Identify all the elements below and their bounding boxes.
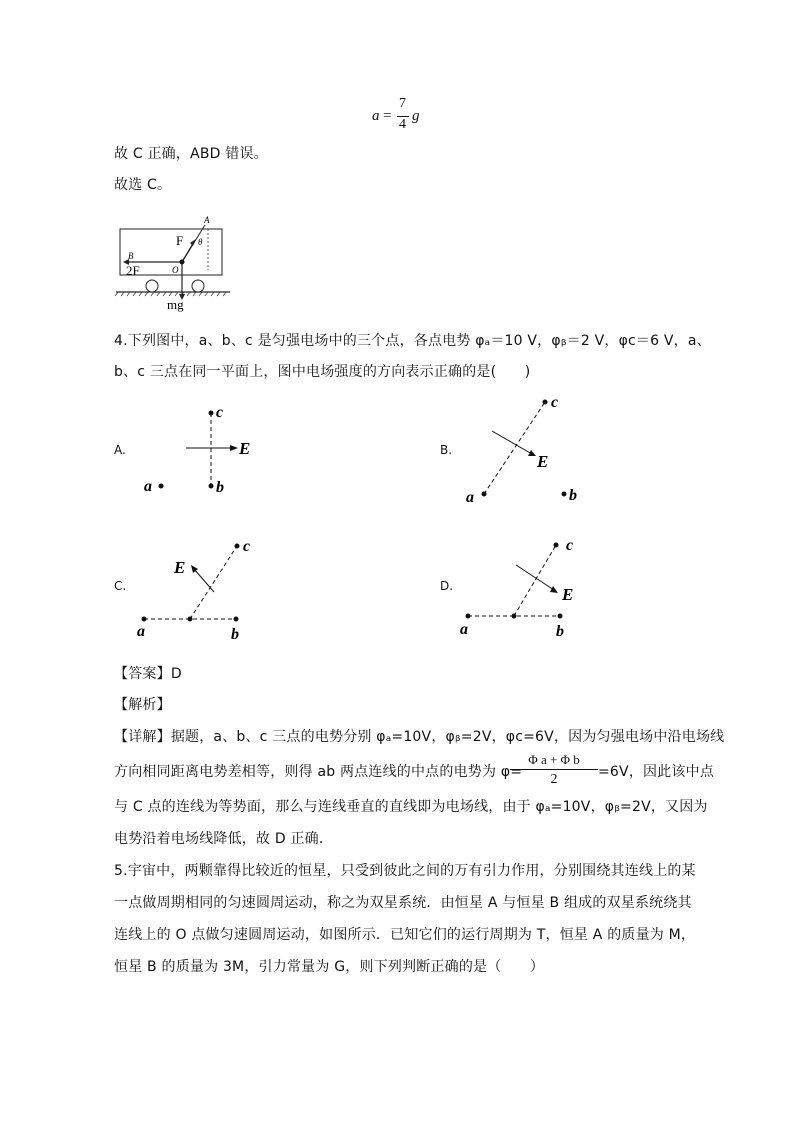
e-arrow-head bbox=[230, 445, 238, 451]
dashed-ac bbox=[484, 402, 545, 494]
point-c bbox=[554, 543, 559, 548]
option-c-letter: C. bbox=[114, 579, 127, 593]
point-a bbox=[466, 614, 471, 619]
dashed-mid-c bbox=[514, 545, 556, 616]
point-mid bbox=[512, 614, 517, 619]
label-a: a bbox=[137, 623, 145, 640]
label-b: b bbox=[216, 479, 224, 496]
label-O: O bbox=[172, 265, 179, 275]
point-mid bbox=[188, 617, 193, 622]
frac-bar bbox=[510, 769, 598, 770]
wheel-right bbox=[192, 280, 204, 292]
line-choose-c: 故选 C。 bbox=[114, 177, 172, 193]
answer-line bbox=[114, 664, 182, 684]
detail-tag: 【详解】 bbox=[114, 729, 171, 745]
option-d-figure[interactable] bbox=[458, 533, 588, 645]
point-a bbox=[142, 617, 147, 622]
label-E: E bbox=[537, 452, 549, 471]
label-b: b bbox=[556, 623, 564, 640]
label-b: b bbox=[569, 487, 577, 504]
point-b bbox=[562, 492, 567, 497]
label-2F: 2F bbox=[126, 263, 140, 278]
label-F: F bbox=[176, 233, 184, 248]
analysis-tag: 【解析】 bbox=[114, 697, 171, 713]
e-arrow-head bbox=[550, 586, 558, 593]
ground-hatch bbox=[115, 292, 226, 296]
label-c: c bbox=[216, 404, 224, 421]
eq-variable: g bbox=[412, 108, 420, 124]
detail-line1 bbox=[114, 727, 724, 747]
label-E: E bbox=[562, 585, 574, 604]
q5-line3: 连线上的 O 点做匀速圆周运动，如图所示．已知它们的运行周期为 T，恒星 A 的质量为 M， bbox=[114, 927, 696, 943]
point-b bbox=[234, 617, 239, 622]
detail-line2b: =6V，因此该中点 bbox=[598, 764, 715, 780]
option-b-figure[interactable] bbox=[462, 390, 592, 508]
q4-line2: b、c 三点在同一平面上，图中电场强度的方向表示正确的是( ) bbox=[114, 364, 531, 380]
q4-line1: 4.下列图中，a、b、c 是匀强电场中的三个点，各点电势 φₐ＝10 V，φᵦ＝2 V，φᴄ＝6 V，a、 bbox=[114, 333, 711, 349]
label-a: a bbox=[460, 621, 468, 638]
detail-line2a: 方向相同距离电势差相等，则得 ab 两点连线的中点的电势为 φ= bbox=[114, 764, 523, 780]
label-a: a bbox=[144, 478, 152, 495]
point-o bbox=[180, 260, 185, 265]
point-b bbox=[209, 484, 214, 489]
detail-line1-text: 据题，a、b、c 三点的电势分别 φₐ=10V，φᵦ=2V，φᴄ=6V，因为匀强电场中沿电场线 bbox=[170, 729, 725, 745]
equation-top bbox=[372, 96, 432, 140]
line-c-correct: 故 C 正确，ABD 错误。 bbox=[114, 146, 268, 162]
option-a-letter: A. bbox=[114, 443, 126, 457]
e-arrow bbox=[516, 565, 554, 590]
label-theta: θ bbox=[198, 237, 203, 247]
frac-denominator: 2 bbox=[550, 772, 558, 787]
dashed-mid-c bbox=[190, 546, 237, 619]
detail-fraction bbox=[508, 752, 600, 792]
e-arrow bbox=[194, 569, 214, 592]
detail-line4: 电势沿着电场线降低，故 D 正确． bbox=[114, 831, 334, 847]
wheel-left bbox=[146, 280, 158, 292]
eq-denominator: 4 bbox=[399, 117, 406, 132]
e-arrow-head bbox=[528, 450, 536, 456]
point-b bbox=[558, 614, 563, 619]
cart-figure bbox=[112, 212, 236, 314]
f-arrow-head bbox=[190, 239, 196, 246]
detail-line3: 与 C 点的连线为等势面，那么与连线垂直的直线即为电场线，由于 φₐ=10V，φᵦ=2V，又因为 bbox=[114, 799, 708, 815]
answer-value: D bbox=[170, 666, 182, 682]
label-c: c bbox=[243, 538, 251, 555]
q5-line1: 5.宇宙中，两颗靠得比较近的恒星，只受到彼此之间的万有引力作用，分别围绕其连线上的某 bbox=[114, 863, 696, 879]
label-B: B bbox=[128, 251, 134, 261]
point-c bbox=[209, 411, 214, 416]
option-b-letter: B. bbox=[440, 443, 453, 457]
label-b: b bbox=[231, 626, 239, 643]
point-c bbox=[543, 400, 548, 405]
option-c-figure[interactable] bbox=[134, 533, 264, 645]
point-a bbox=[159, 484, 164, 489]
q5-line4: 恒星 B 的质量为 3M，引力常量为 G，则下列判断正确的是（ ） bbox=[114, 959, 545, 975]
label-c: c bbox=[566, 537, 574, 554]
eq-numerator: 7 bbox=[399, 96, 406, 111]
label-a: a bbox=[466, 489, 474, 506]
label-A: A bbox=[204, 215, 210, 225]
label-E: E bbox=[174, 558, 186, 577]
frac-numerator: Φ a + Φ b bbox=[528, 752, 580, 767]
answer-tag: 【答案】 bbox=[114, 666, 171, 682]
label-c: c bbox=[551, 394, 559, 411]
q5-line2: 一点做周期相同的匀速圆周运动，称之为双星系统．由恒星 A 与恒星 B 组成的双星系统绕其 bbox=[114, 895, 692, 911]
point-a bbox=[482, 492, 487, 497]
eq-lhs: a bbox=[372, 108, 380, 124]
option-a-figure[interactable] bbox=[138, 398, 268, 502]
label-E: E bbox=[239, 439, 251, 458]
label-mg: mg bbox=[167, 297, 184, 312]
e-arrow bbox=[492, 431, 532, 454]
option-d-letter: D. bbox=[440, 579, 454, 593]
eq-equals: = bbox=[383, 108, 392, 124]
point-c bbox=[235, 544, 240, 549]
